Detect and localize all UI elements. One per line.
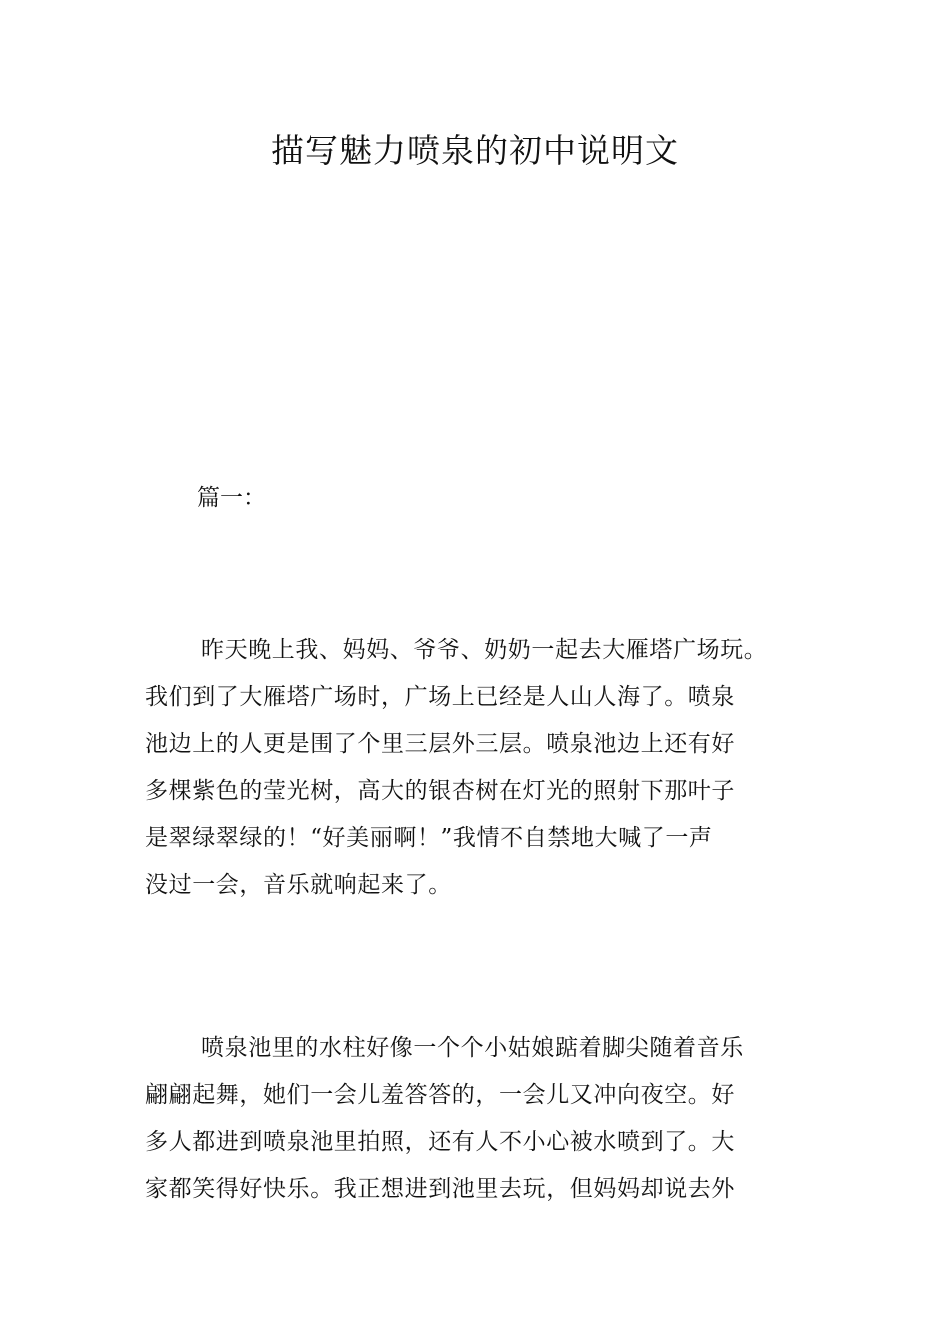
- section-label: 篇一：: [197, 485, 266, 511]
- paragraph-line: 我们到了大雁塔广场时，广场上已经是人山人海了。喷泉: [145, 684, 735, 710]
- paragraph-line: 喷泉池里的水柱好像一个个小姑娘踮着脚尖随着音乐: [201, 1035, 744, 1061]
- paragraph-line: 昨天晚上我、妈妈、爷爷、奶奶一起去大雁塔广场玩。: [201, 637, 768, 663]
- paragraph-line: 多棵紫色的莹光树，高大的银杏树在灯光的照射下那叶子: [145, 778, 735, 804]
- paragraph-1: [145, 627, 815, 909]
- paragraph-line: 没过一会，音乐就响起来了。: [145, 872, 452, 898]
- paragraph-2: [145, 1025, 815, 1213]
- paragraph-line: 翩翩起舞，她们一会儿羞答答的，一会儿又冲向夜空。好: [145, 1082, 735, 1108]
- document-title: 描写魅力喷泉的初中说明文: [271, 131, 679, 170]
- paragraph-line: 家都笑得好快乐。我正想进到池里去玩，但妈妈却说去外: [145, 1176, 735, 1202]
- paragraph-line: 多人都进到喷泉池里拍照，还有人不小心被水喷到了。大: [145, 1129, 735, 1155]
- paragraph-line: 是翠绿翠绿的！“好美丽啊！”我情不自禁地大喊了一声: [145, 825, 713, 851]
- paragraph-line: 池边上的人更是围了个里三层外三层。喷泉池边上还有好: [145, 731, 735, 757]
